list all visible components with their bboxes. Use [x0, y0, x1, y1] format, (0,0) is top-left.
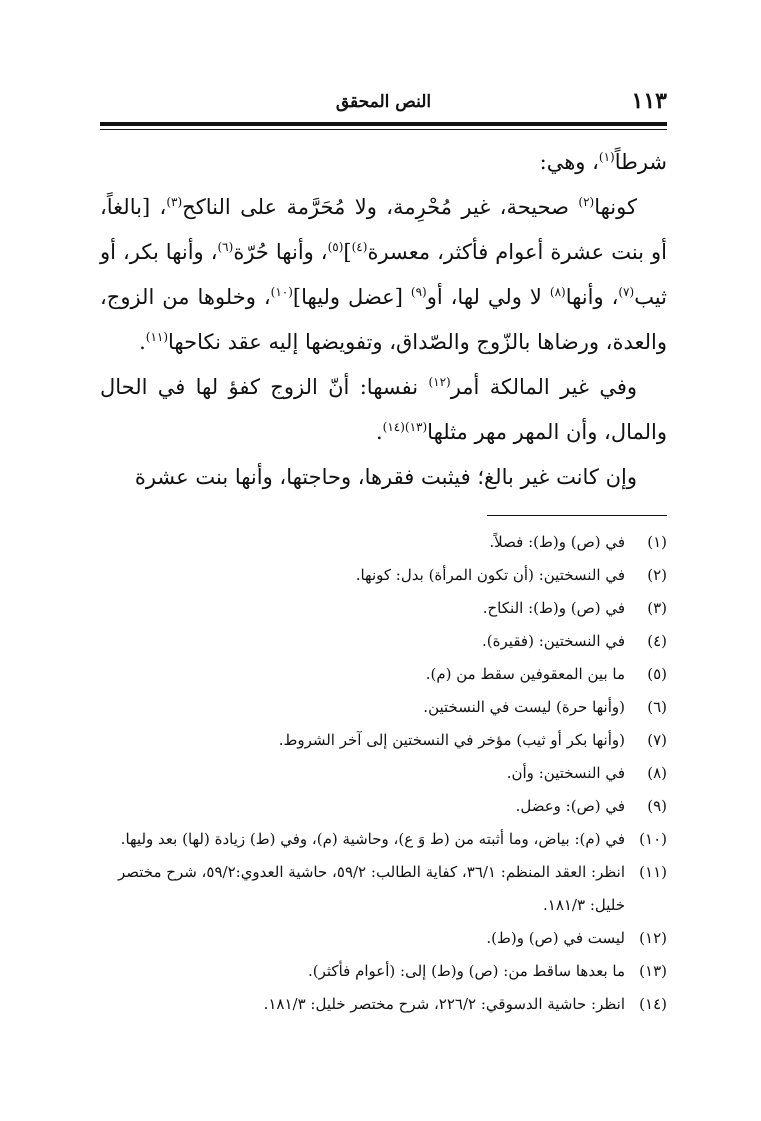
text-run: ، وخلوها من الزوج، والعدة، ورضاها بالزّوج والصّداق، وتفويضها إليه عقد نكاحها [100, 285, 667, 354]
footnote-number: (١) [647, 533, 667, 551]
footnote-ref-3[interactable]: (٣) [166, 195, 183, 209]
footnote-ref-14[interactable]: (١٤) [382, 420, 405, 434]
footnote-ref-5[interactable]: (٥) [327, 240, 344, 254]
footnote-number: (٧) [647, 731, 667, 749]
footnote-ref-6[interactable]: (٦) [217, 240, 234, 254]
footnote-1 [100, 526, 667, 559]
text-run: نفسها: أنّ الزوج كفؤ لها في الحال والمال، وأن المهر مهر مثلها [100, 375, 667, 444]
footnote-separator [487, 515, 667, 516]
footnote-text: (وأنها حرة) ليست في النسختين. [423, 698, 625, 716]
footnote-text: ما بعدها ساقط من: (ص) و(ط) إلى: (أعوام فأكثر). [308, 962, 625, 980]
footnote-number: (١٤) [639, 995, 667, 1013]
footnote-9 [100, 790, 667, 823]
text-run: ، [بالغاً، أو بنت عشرة أعوام فأكثر، معسرة [100, 195, 667, 264]
footnote-text: في النسختين: (فقيرة). [482, 632, 625, 650]
footnote-ref-2[interactable]: (٢) [578, 195, 595, 209]
footnote-3 [100, 592, 667, 625]
text-run: . [139, 330, 146, 354]
footnote-12 [100, 922, 667, 955]
footnote-text: في (ص) و(ط): النكاح. [482, 599, 625, 617]
footnote-number: (١٢) [639, 929, 667, 947]
paragraph-3 [100, 365, 667, 455]
text-run: ، وأنها بكر، أو ثيب [100, 240, 667, 309]
footnote-number: (٣) [647, 599, 667, 617]
footnote-number: (٩) [647, 797, 667, 815]
footnote-number: (٤) [647, 632, 667, 650]
footnote-text: انظر: حاشية الدسوقي: ٢٢٦/٢، شرح مختصر خليل: ١٨١/٣. [263, 995, 625, 1013]
footnote-text: انظر: العقد المنظم: ٣٦/١، كفاية الطالب: ٥٩/٢، حاشية العدوي:٥٩/٢، شرح مختصر خليل: ١٨١/٣. [117, 863, 625, 914]
text-run: كونها [594, 195, 637, 219]
footnote-ref-9[interactable]: (٩) [410, 285, 427, 299]
footnote-2 [100, 559, 667, 592]
text-run: ] [343, 240, 352, 264]
text-run: ، وأنها [565, 285, 619, 309]
footnote-ref-13[interactable]: (١٣) [404, 420, 428, 434]
text-run: . [375, 420, 383, 444]
footnote-ref-1[interactable]: (١) [598, 150, 615, 164]
text-run: وإن كانت غير بالغ؛ فيثبت فقرها، وحاجتها، وأنها بنت عشرة [134, 465, 637, 489]
page-number: ١١٣ [631, 88, 667, 114]
text-run: وفي غير المالكة أمر [450, 375, 638, 399]
page-header [100, 88, 667, 122]
footnote-ref-11[interactable]: (١١) [145, 330, 169, 344]
text-run: لا ولي لها، أو [426, 285, 550, 309]
footnote-4 [100, 625, 667, 658]
footnote-number: (٨) [647, 764, 667, 782]
footnote-text: في النسختين: (أن تكون المرأة) بدل: كونها. [355, 566, 625, 584]
footnote-13 [100, 955, 667, 988]
footnote-14 [100, 988, 667, 1021]
footnote-text: في (ص) و(ط): فصلاً. [489, 533, 625, 551]
main-text [100, 140, 667, 500]
footnote-8 [100, 757, 667, 790]
footnotes [100, 526, 667, 1021]
paragraph-1 [100, 140, 667, 185]
footnote-text: (وأنها بكر أو ثيب) مؤخر في النسختين إلى آخر الشروط. [278, 731, 625, 749]
footnote-6 [100, 691, 667, 724]
header-rule-thick [100, 122, 667, 126]
footnote-text: في (ص): وعضل. [515, 797, 625, 815]
text-run: شرطاً [614, 150, 667, 174]
footnote-number: (١٣) [639, 962, 667, 980]
footnote-10 [100, 823, 667, 856]
text-run: ، وهي: [539, 150, 599, 174]
footnote-text: في النسختين: وأن. [506, 764, 625, 782]
footnote-ref-7[interactable]: (٧) [618, 285, 635, 299]
footnote-number: (٥) [647, 665, 667, 683]
footnote-ref-10[interactable]: (١٠) [270, 285, 293, 299]
footnote-number: (١١) [639, 863, 667, 881]
header-rule-thin [100, 129, 667, 130]
paragraph-4 [100, 455, 667, 500]
text-run: صحيحة، غير مُحْرِمة، ولا مُحَرَّمة على الناكح [182, 195, 579, 219]
footnote-text: ما بين المعقوفين سقط من (م). [425, 665, 625, 683]
footnote-text: ليست في (ص) و(ط). [486, 929, 625, 947]
footnote-number: (٢) [647, 566, 667, 584]
footnote-11 [100, 856, 667, 922]
footnote-text: في (م): بياض، وما أثبته من (ط وَ ع)، وحاشية (م)، وفي (ط) زيادة (لها) بعد وليها. [120, 830, 625, 848]
footnote-ref-12[interactable]: (١٢) [428, 375, 451, 389]
paragraph-2 [100, 185, 667, 365]
footnote-number: (٦) [647, 698, 667, 716]
footnote-number: (١٠) [639, 830, 667, 848]
footnote-5 [100, 658, 667, 691]
text-run: ، وأنها حُرّة [233, 240, 328, 264]
footnote-ref-4[interactable]: (٤) [351, 240, 368, 254]
running-title: النص المحقق [335, 92, 432, 112]
text-run: [عضل وليها] [292, 285, 411, 309]
footnote-7 [100, 724, 667, 757]
footnote-ref-8[interactable]: (٨) [549, 285, 566, 299]
